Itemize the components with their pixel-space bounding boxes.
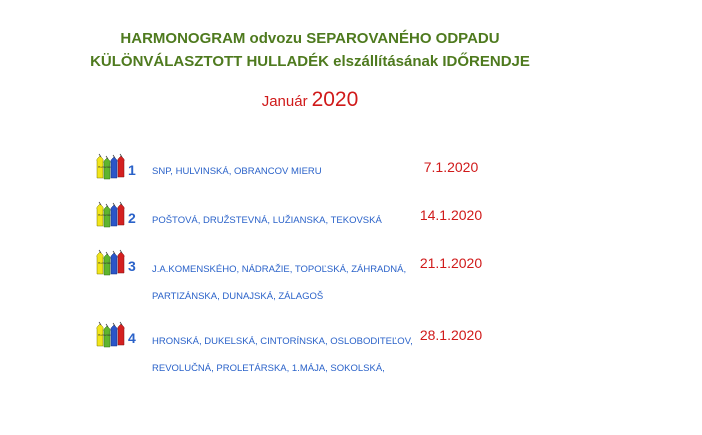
collection-date: 7.1.2020 [423,159,479,175]
route-number: 3 [128,258,136,274]
street-line: SNP, HULVINSKÁ, OBRANCOV MIERU [152,166,322,177]
collection-date: 14.1.2020 [419,207,483,223]
street-line: PARTIZÁNSKA, DUNAJSKÁ, ZÁLAGOŠ [152,291,324,302]
title-line-2: KÜLÖNVÁLASZTOTT HULLADÉK elszállításának IDŐRENDJE [90,53,530,70]
route-streets [152,158,322,185]
recycling-bags-icon [94,152,130,180]
bag-label-text: Hulladék [98,261,112,265]
month-year: 2020 [311,88,359,111]
route-number: 1 [128,162,136,178]
route-number: 4 [128,330,136,346]
bag-label-text: Hulladék [98,213,112,217]
collection-date: 21.1.2020 [419,255,483,271]
title-line-1: HARMONOGRAM odvozu SEPAROVANÉHO ODPADU [120,30,500,47]
collection-date: 28.1.2020 [419,327,483,343]
recycling-bags-icon [94,320,130,348]
street-line: J.A.KOMENSKÉHO, NÁDRAŽIE, TOPOĽSKÁ, ZÁHRADNÁ, [152,264,407,275]
recycling-bags-icon [94,200,130,228]
bag-label-text: Hulladék [98,333,112,337]
route-streets [152,256,406,310]
bag-label-text: Hulladék [98,165,112,169]
month-name: Január [261,93,308,110]
street-line: POŠTOVÁ, DRUŽSTEVNÁ, LUŽIANSKA, TEKOVSKÁ [152,215,382,226]
street-line: REVOLUČNÁ, PROLETÁRSKA, 1.MÁJA, SOKOLSKÁ, [152,363,385,374]
month-heading [0,88,620,112]
route-streets [152,328,413,382]
street-line: HRONSKÁ, DUKELSKÁ, CINTORÍNSKA, OSLOBODITEĽOV, [152,336,413,347]
recycling-bags-icon [94,248,130,276]
route-streets [152,207,382,234]
route-number: 2 [128,210,136,226]
